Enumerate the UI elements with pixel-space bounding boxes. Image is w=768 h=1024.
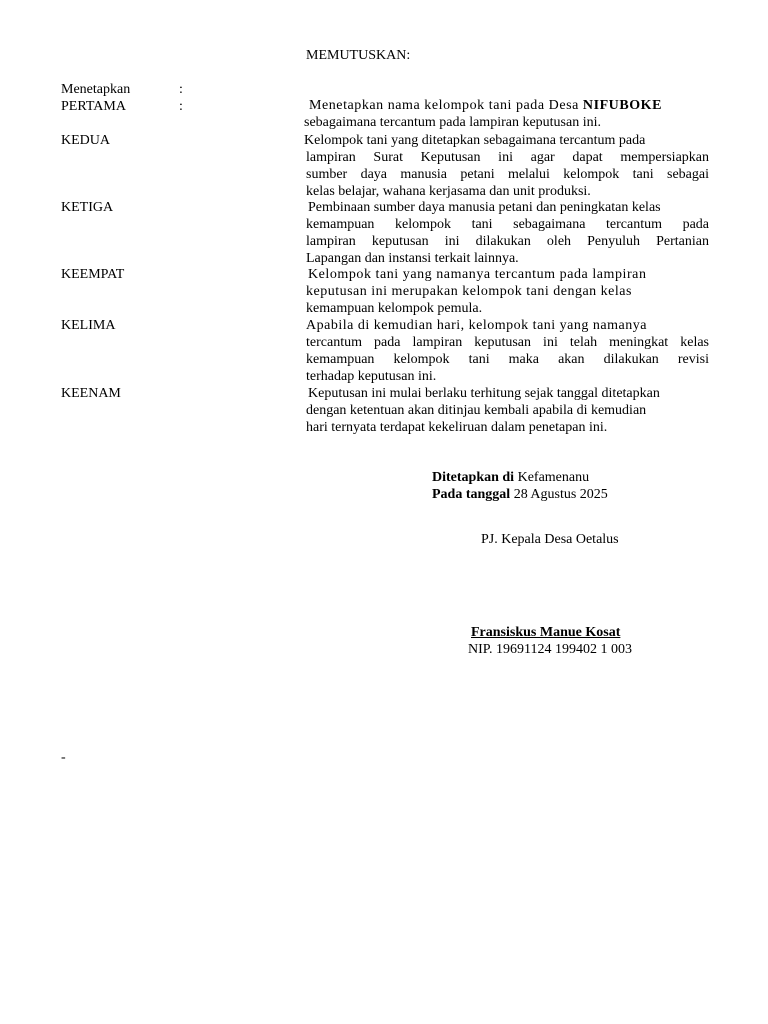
keempat-line-1: Kelompok tani yang namanya tercantum pada lampiran	[308, 267, 647, 282]
keempat-line-3: kemampuan kelompok pemula.	[306, 301, 483, 316]
place-label: Ditetapkan di	[432, 470, 515, 485]
item-label-ketiga: KETIGA	[61, 200, 114, 215]
item-label-kedua: KEDUA	[61, 133, 110, 148]
kelima-line-3: kemampuan kelompok tani maka akan dilakukan revisi	[306, 352, 709, 367]
item-body-keenam	[306, 385, 709, 436]
pertama-line-1: Menetapkan nama kelompok tani pada Desa	[309, 98, 583, 113]
item-body-kelima	[306, 317, 709, 385]
signer-name: Fransiskus Manue Kosat	[471, 625, 621, 640]
item-label-keempat: KEEMPAT	[61, 267, 125, 282]
ketiga-line-4: Lapangan dan instansi terkait lainnya.	[306, 251, 519, 266]
kedua-line-4: kelas belajar, wahana kerjasama dan unit produksi.	[306, 184, 591, 199]
keempat-line-2: keputusan ini merupakan kelompok tani dengan kelas	[306, 284, 632, 299]
item-colon-pertama: :	[179, 99, 183, 114]
pertama-line-2: sebagaimana tercantum pada lampiran keputusan ini.	[304, 115, 602, 130]
kedua-line-1: Kelompok tani yang ditetapkan sebagaimana tercantum pada	[304, 133, 646, 148]
ketiga-line-3: lampiran keputusan ini dilakukan oleh Penyuluh Pertanian	[306, 234, 709, 249]
kedua-line-3: sumber daya manusia petani melalui kelompok tani sebagai	[306, 167, 709, 182]
item-body-pertama	[306, 97, 709, 131]
signer-nip: NIP. 19691124 199402 1 003	[468, 642, 632, 657]
kelima-line-2: tercantum pada lampiran keputusan ini telah meningkat kelas	[306, 335, 709, 350]
item-label-keenam: KEENAM	[61, 386, 121, 401]
ketiga-line-2: kemampuan kelompok tani sebagaimana tercantum pada	[306, 217, 709, 232]
menetapkan-colon: :	[179, 82, 183, 97]
place-line	[432, 469, 589, 486]
item-label-kelima: KELIMA	[61, 318, 116, 333]
kelima-line-1: Apabila di kemudian hari, kelompok tani yang namanya	[306, 318, 647, 333]
item-body-kedua	[306, 132, 709, 200]
signer-position: PJ. Kepala Desa Oetalus	[481, 532, 619, 547]
footer-mark: -	[61, 750, 66, 765]
keenam-line-3: hari ternyata terdapat kekeliruan dalam penetapan ini.	[306, 420, 608, 435]
date-label: Pada tanggal	[432, 487, 511, 502]
place-value: Kefamenanu	[517, 470, 590, 485]
item-label-pertama: PERTAMA	[61, 99, 126, 114]
item-body-ketiga	[306, 199, 709, 267]
keenam-line-2: dengan ketentuan akan ditinjau kembali apabila di kemudian	[306, 403, 647, 418]
date-line	[432, 486, 608, 503]
village-name: NIFUBOKE	[582, 98, 662, 113]
date-value: 28 Agustus 2025	[513, 487, 608, 502]
ketiga-line-1: Pembinaan sumber daya manusia petani dan peningkatan kelas	[308, 200, 661, 215]
menetapkan-label: Menetapkan	[61, 82, 131, 97]
item-body-keempat	[306, 266, 709, 317]
page-heading: MEMUTUSKAN:	[306, 48, 411, 63]
kelima-line-4: terhadap keputusan ini.	[306, 369, 437, 384]
kedua-line-2: lampiran Surat Keputusan ini agar dapat mempersiapkan	[306, 150, 709, 165]
keenam-line-1: Keputusan ini mulai berlaku terhitung sejak tanggal ditetapkan	[308, 386, 660, 401]
